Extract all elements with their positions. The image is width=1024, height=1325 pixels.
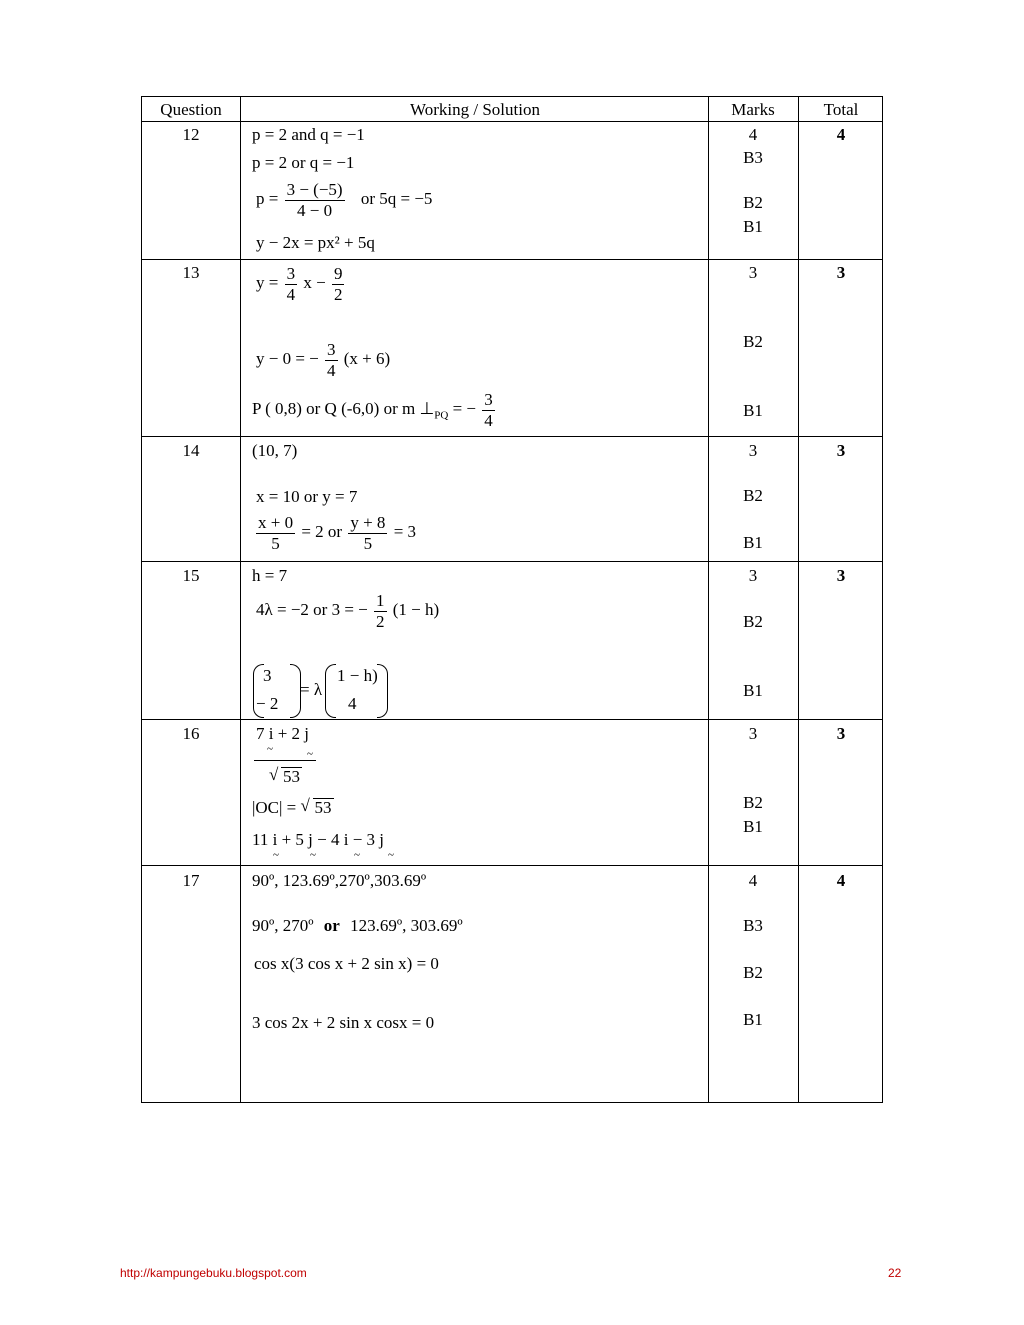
page-number: 22 bbox=[888, 1266, 902, 1280]
fraction bbox=[325, 340, 338, 380]
mark: B3 bbox=[743, 916, 763, 935]
mark: B1 bbox=[743, 533, 763, 552]
mark: B2 bbox=[743, 793, 763, 812]
square-root bbox=[269, 767, 302, 785]
fraction bbox=[285, 264, 298, 304]
working-line: 11 i + 5 j − 4 i − 3 j bbox=[252, 830, 385, 849]
numerator: 3 − (−5) bbox=[286, 180, 343, 199]
working-line bbox=[256, 591, 439, 631]
question-number: 14 bbox=[182, 441, 200, 460]
solution-set-a: 90º, 270º bbox=[252, 916, 314, 935]
mark: B2 bbox=[743, 332, 763, 351]
total-mark: 3 bbox=[836, 566, 846, 585]
mark: B1 bbox=[743, 817, 763, 836]
numerator: 3 bbox=[327, 340, 336, 359]
denominator: 4 bbox=[327, 360, 336, 380]
header-question: Question bbox=[160, 100, 222, 119]
row-divider bbox=[142, 436, 882, 437]
header-working: Working / Solution bbox=[410, 100, 540, 119]
equation-lhs: P ( 0,8) or Q (-6,0) or m ⊥ bbox=[252, 398, 435, 418]
mark: 3 bbox=[748, 263, 758, 282]
row-divider bbox=[142, 259, 882, 260]
radicand: 53 bbox=[314, 798, 332, 817]
vector-equals: = λ bbox=[300, 680, 323, 699]
mark: B1 bbox=[743, 217, 763, 236]
working-line: 90º, 123.69º,270º,303.69º bbox=[252, 871, 427, 890]
question-number: 13 bbox=[182, 263, 200, 282]
fraction-rhs: or 5q = −5 bbox=[360, 188, 433, 208]
mark: 3 bbox=[748, 724, 758, 743]
working-line: p = 2 or q = −1 bbox=[252, 153, 355, 172]
left-paren bbox=[325, 664, 336, 718]
mark: 4 bbox=[748, 871, 758, 890]
working-line: cos x(3 cos x + 2 sin x) = 0 bbox=[254, 954, 439, 973]
row-divider bbox=[142, 121, 882, 122]
row-divider bbox=[142, 719, 882, 720]
total-mark: 3 bbox=[836, 263, 846, 282]
header-marks: Marks bbox=[731, 100, 775, 119]
mark: 3 bbox=[748, 441, 758, 460]
denominator: 4 − 0 bbox=[297, 200, 333, 220]
working-line bbox=[256, 180, 432, 220]
magnitude-lhs: |OC| = bbox=[252, 798, 301, 817]
question-number: 16 bbox=[182, 724, 200, 743]
equation-rhs: (x + 6) bbox=[343, 348, 391, 368]
mark: B1 bbox=[743, 1010, 763, 1029]
working-line: p = 2 and q = −1 bbox=[252, 125, 365, 144]
working-line bbox=[256, 264, 346, 304]
mark: 4 bbox=[748, 125, 758, 144]
total-mark: 4 bbox=[836, 125, 846, 144]
row-divider bbox=[142, 561, 882, 562]
working-line: (10, 7) bbox=[252, 441, 298, 460]
mark: 3 bbox=[748, 566, 758, 585]
mark: B2 bbox=[743, 193, 763, 212]
working-line bbox=[252, 917, 463, 934]
vector-entry: 3 bbox=[263, 666, 272, 685]
fraction bbox=[256, 513, 295, 553]
radicand: 53 bbox=[283, 767, 300, 786]
equation-mid: = 2 or bbox=[301, 521, 343, 541]
tilde-mark: ~ bbox=[354, 849, 360, 861]
equation-lhs: 4λ = −2 or 3 = − bbox=[256, 599, 368, 619]
mark: B2 bbox=[743, 963, 763, 982]
answer-table bbox=[141, 96, 883, 1103]
equation-rhs: = 3 bbox=[393, 521, 417, 541]
denominator: 2 bbox=[333, 284, 343, 304]
numerator: x + 0 bbox=[258, 513, 294, 532]
question-number: 15 bbox=[182, 566, 200, 585]
numerator: y + 8 bbox=[350, 513, 386, 532]
mark: B2 bbox=[743, 486, 763, 505]
fraction bbox=[482, 390, 495, 430]
total-mark: 3 bbox=[836, 441, 846, 460]
tilde-mark: ~ bbox=[267, 743, 273, 755]
equation-lhs: y = bbox=[256, 272, 279, 292]
working-line: x = 10 or y = 7 bbox=[256, 487, 358, 506]
working-line bbox=[256, 340, 390, 380]
denominator: 5 bbox=[363, 533, 373, 553]
numerator: 9 bbox=[333, 264, 343, 283]
equation-eq: = − bbox=[448, 398, 477, 418]
tilde-mark: ~ bbox=[388, 849, 394, 861]
or-keyword: or bbox=[323, 916, 340, 935]
fraction bbox=[374, 591, 387, 631]
row-divider bbox=[142, 865, 882, 866]
numerator: 3 bbox=[286, 264, 296, 283]
vector-entry: − 2 bbox=[256, 694, 279, 713]
mark: B1 bbox=[743, 401, 763, 420]
mark: B3 bbox=[743, 148, 763, 167]
working-line bbox=[252, 798, 334, 816]
working-line: y − 2x = px² + 5q bbox=[256, 233, 375, 252]
denominator: 2 bbox=[376, 611, 385, 631]
equation-rhs: (1 − h) bbox=[392, 599, 440, 619]
vector-entry: 4 bbox=[348, 694, 357, 713]
question-number: 12 bbox=[182, 125, 200, 144]
unit-vector-numerator: 7 i + 2 j bbox=[256, 724, 310, 743]
working-line bbox=[254, 513, 416, 553]
mark: B2 bbox=[743, 612, 763, 631]
numerator: 1 bbox=[376, 591, 385, 610]
fraction bbox=[332, 264, 345, 304]
tilde-mark: ~ bbox=[307, 748, 313, 760]
fraction bbox=[285, 180, 345, 220]
subscript: PQ bbox=[434, 409, 449, 422]
working-line: h = 7 bbox=[252, 566, 288, 585]
vector-entry: 1 − h) bbox=[337, 666, 378, 685]
mark: B1 bbox=[743, 681, 763, 700]
fraction bbox=[348, 513, 387, 553]
equation-mid: x − bbox=[303, 272, 326, 292]
unit-vector-denominator bbox=[269, 767, 302, 785]
column-divider bbox=[240, 97, 241, 1102]
numerator: 3 bbox=[484, 390, 493, 409]
header-total: Total bbox=[823, 100, 859, 119]
column-divider bbox=[798, 97, 799, 1102]
denominator: 5 bbox=[271, 533, 280, 553]
tilde-mark: ~ bbox=[310, 849, 316, 861]
fraction-bar bbox=[254, 760, 316, 761]
footer-url[interactable]: http://kampungebuku.blogspot.com bbox=[120, 1266, 307, 1280]
square-root bbox=[301, 798, 334, 816]
fraction-lhs: p = bbox=[256, 188, 279, 208]
right-paren bbox=[377, 664, 388, 718]
working-line: 3 cos 2x + 2 sin x cosx = 0 bbox=[252, 1013, 435, 1032]
working-line bbox=[252, 390, 497, 430]
question-number: 17 bbox=[182, 871, 200, 890]
solution-set-b: 123.69º, 303.69º bbox=[350, 916, 463, 935]
equation-lhs: y − 0 = − bbox=[256, 348, 319, 368]
denominator: 4 bbox=[286, 284, 296, 304]
denominator: 4 bbox=[484, 410, 493, 430]
total-mark: 3 bbox=[836, 724, 846, 743]
column-divider bbox=[708, 97, 709, 1102]
tilde-mark: ~ bbox=[273, 849, 279, 861]
total-mark: 4 bbox=[836, 871, 846, 890]
